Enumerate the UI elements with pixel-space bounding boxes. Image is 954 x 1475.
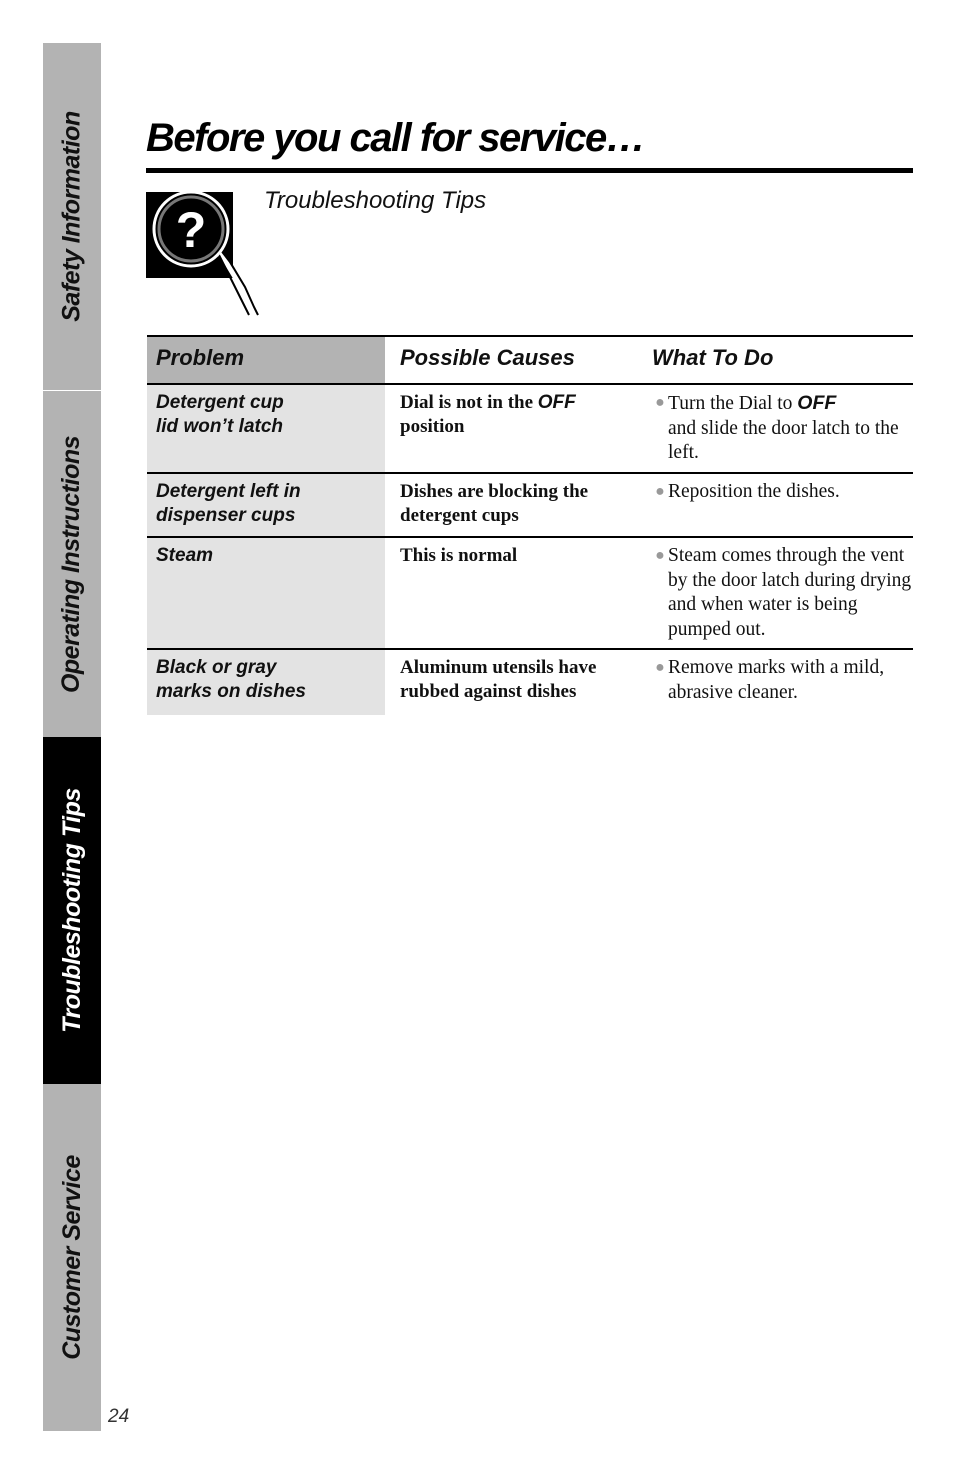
todo-text-part: Turn the Dial to <box>668 393 798 414</box>
todo-cell <box>648 385 913 472</box>
troubleshooting-table <box>147 335 913 715</box>
table-row <box>147 474 913 538</box>
problem-cell: Detergent left in dispenser cups <box>147 474 385 536</box>
table-header-row <box>147 335 913 385</box>
tab-label: Operating Instructions <box>57 435 86 693</box>
cause-cell <box>385 385 648 472</box>
title-rule <box>146 168 913 173</box>
todo-text-part: and slide the door latch to the left. <box>668 417 899 463</box>
page-subtitle: Troubleshooting Tips <box>264 187 487 214</box>
page-title: Before you call for service… <box>146 116 645 160</box>
bullet-icon: ● <box>655 483 665 500</box>
cause-cell: Aluminum utensils have rubbed against dishes <box>400 657 597 702</box>
problem-cell: Detergent cup lid won’t latch <box>147 385 385 472</box>
off-label: OFF <box>797 392 837 414</box>
todo-cell <box>648 538 913 648</box>
table-row <box>147 538 913 650</box>
header-problem: Problem <box>147 337 385 383</box>
header-possible-causes: Possible Causes <box>400 345 575 370</box>
tab-operating-instructions[interactable] <box>43 391 101 737</box>
svg-text:?: ? <box>175 202 207 258</box>
tab-label: Customer Service <box>57 1155 86 1360</box>
bullet-icon: ● <box>655 659 665 676</box>
todo-cell <box>648 474 913 536</box>
cause-cell: This is normal <box>400 545 518 566</box>
table-row <box>147 385 913 474</box>
off-label: OFF <box>537 392 576 413</box>
cause-text: Dial is not in the <box>400 392 538 413</box>
bullet-icon: ● <box>655 547 665 564</box>
todo-text: Remove marks with a mild, abrasive cleaner. <box>668 657 885 703</box>
side-tabs <box>43 43 101 1431</box>
bullet-icon: ● <box>655 394 665 411</box>
tab-label: Troubleshooting Tips <box>57 788 86 1033</box>
tab-customer-service[interactable] <box>43 1084 101 1431</box>
cause-text: position <box>400 416 465 437</box>
tab-label: Safety Information <box>57 111 86 322</box>
tab-troubleshooting-tips[interactable] <box>43 737 101 1084</box>
todo-text <box>668 391 913 472</box>
todo-cell <box>648 650 913 715</box>
todo-text: Steam comes through the vent by the door latch during drying and when water is being pumped out. <box>668 545 912 640</box>
problem-cell: Black or gray marks on dishes <box>147 650 385 715</box>
question-magnifier-icon <box>146 187 266 322</box>
page-number: 24 <box>108 1406 130 1427</box>
tab-safety-information[interactable] <box>43 43 101 390</box>
problem-cell: Steam <box>147 538 385 648</box>
table-row <box>147 650 913 715</box>
cause-cell: Dishes are blocking the detergent cups <box>400 481 589 526</box>
todo-text: Reposition the dishes. <box>668 481 840 502</box>
header-what-to-do: What To Do <box>652 345 774 370</box>
